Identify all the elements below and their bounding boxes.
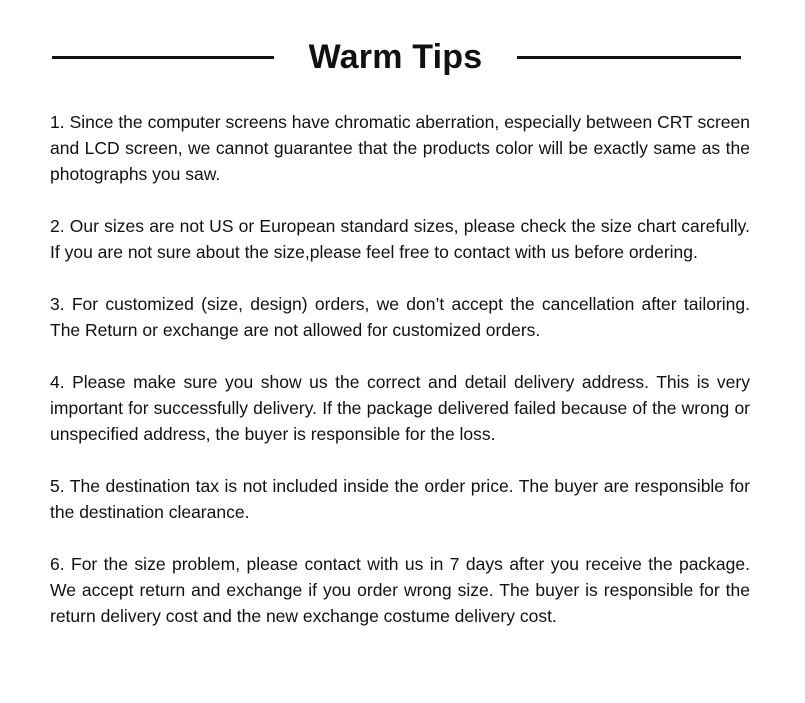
- right-divider-line: [517, 56, 741, 59]
- header: [0, 28, 805, 88]
- left-divider-line: [52, 56, 274, 59]
- tip-1: 1. Since the computer screens have chromatic aberration, especially between CRT screen and LCD screen, we cannot guarantee that the products color will be exactly same as the photographs you saw.: [50, 112, 750, 184]
- tip-5: 5. The destination tax is not included inside the order price. The buyer are responsible for the destination clearance.: [50, 476, 750, 522]
- tip-4: 4. Please make sure you show us the correct and detail delivery address. This is very important for successfully delivery. If the package delivered failed because of the wrong or unspecified address, the buyer is responsible for the loss.: [50, 372, 750, 444]
- tips-list: [50, 109, 750, 655]
- page-title: Warm Tips: [308, 38, 483, 76]
- tip-6: 6. For the size problem, please contact with us in 7 days after you receive the package. We accept return and exchange if you order wrong size. The buyer is responsible for the return delivery cost and the new exchange costume delivery cost.: [50, 554, 750, 626]
- tip-3: 3. For customized (size, design) orders, we don’t accept the cancellation after tailoring. The Return or exchange are not allowed for customized orders.: [50, 294, 750, 340]
- tip-2: 2. Our sizes are not US or European standard sizes, please check the size chart carefully. If you are not sure about the size,please feel free to contact with us before ordering.: [50, 216, 750, 262]
